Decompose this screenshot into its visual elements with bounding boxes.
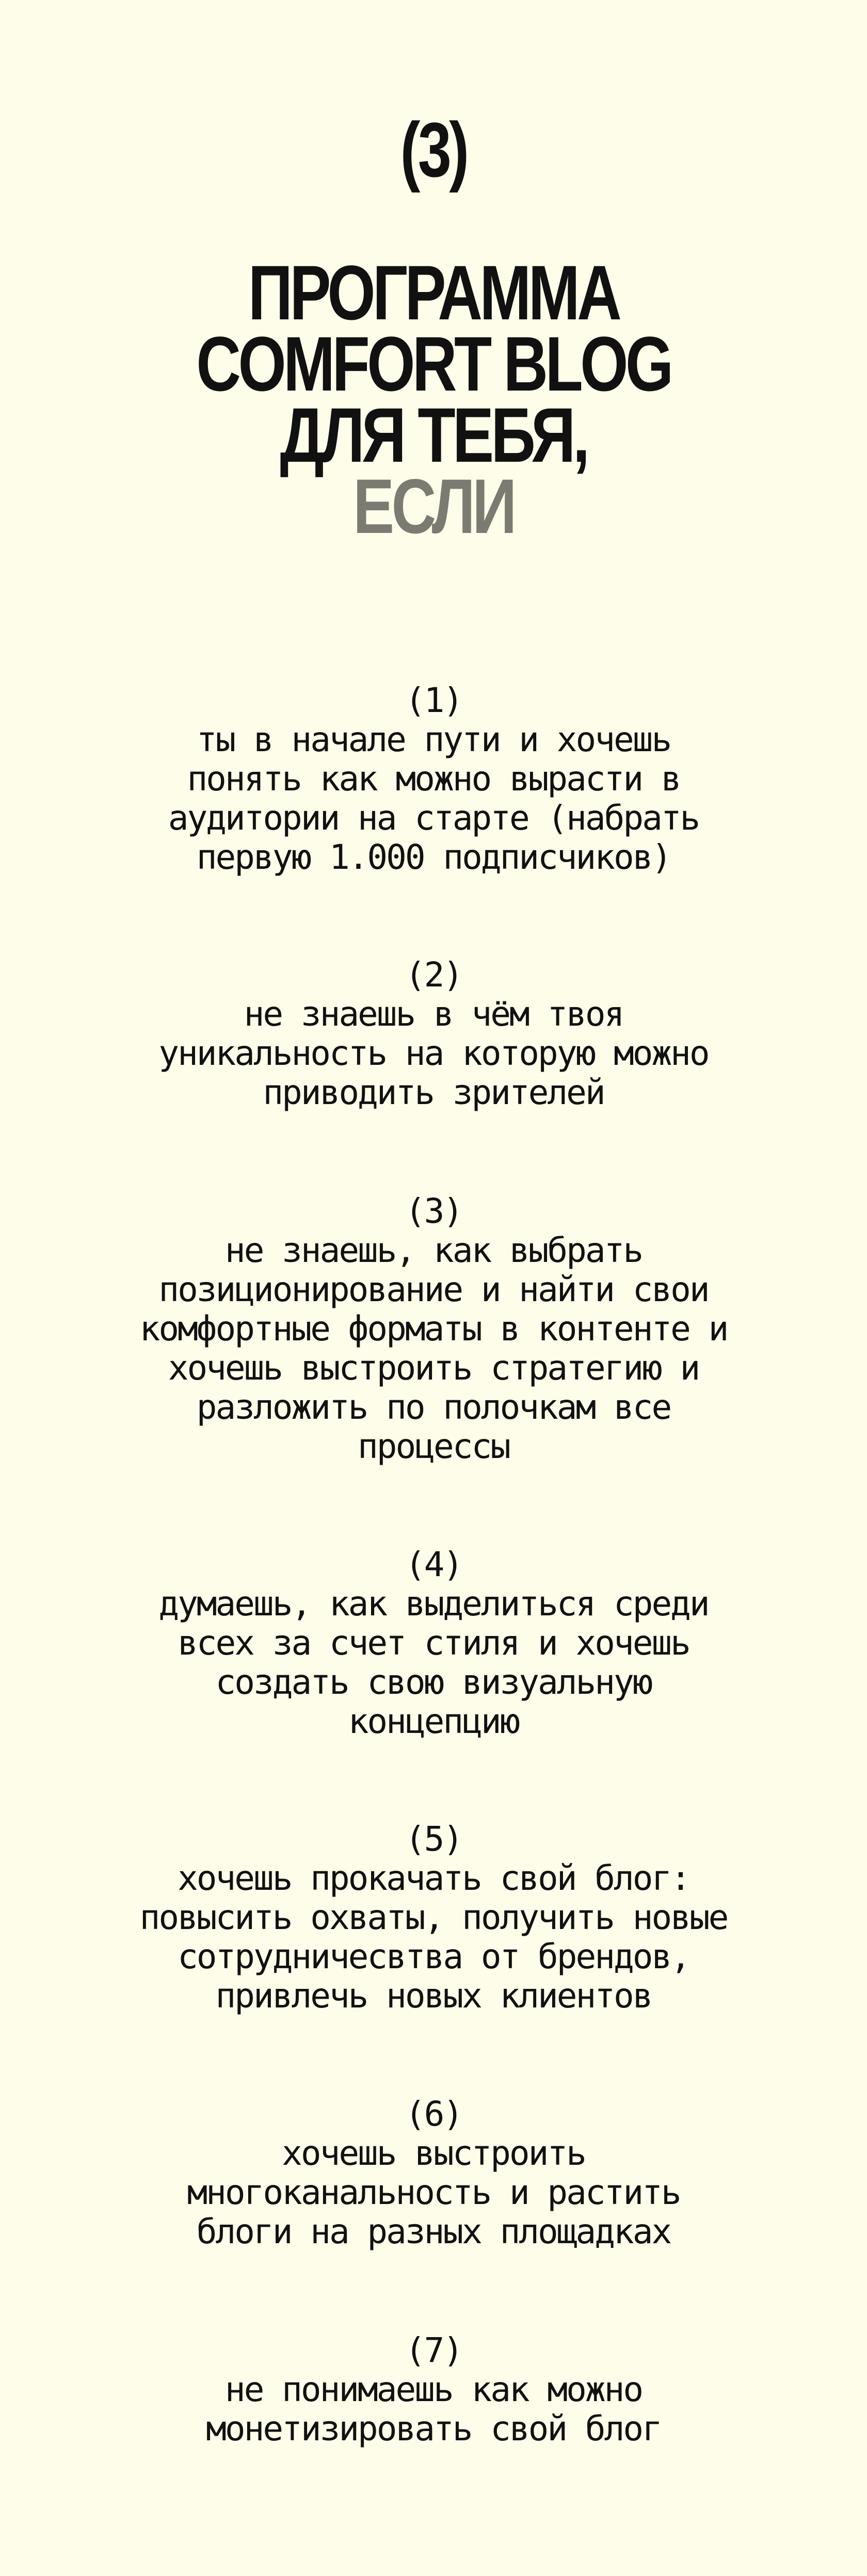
item-number: (3)	[405, 1191, 462, 1231]
item-text: ты в начале пути и хочешь понять как можно вырасти в аудитории на старте (набрать первую 1.000 подписчиков)	[168, 720, 699, 877]
headline-line-4-accent: ЕСЛИ	[353, 463, 514, 549]
list-item	[83, 1820, 784, 2016]
list-item	[83, 1545, 784, 1741]
list-item	[83, 2331, 784, 2449]
list-item	[83, 2095, 784, 2251]
list-item	[83, 681, 784, 877]
item-text: не знаешь, как выбрать позиционирование и найти свои комфортные форматы в контенте и хочешь выстроить стратегию и разложить по полочкам все процессы	[139, 1230, 728, 1466]
item-text: не знаешь в чём твоя уникальность на которую можно приводить зрителей	[158, 994, 709, 1112]
headline-line-2: COMFORT BLOG	[196, 320, 671, 407]
item-number: (5)	[405, 1819, 462, 1859]
item-text: хочешь выстроить многоканальность и растить блоги на разных площадках	[187, 2133, 680, 2251]
item-number: (6)	[405, 2094, 462, 2134]
section-number: (3)	[400, 106, 467, 193]
item-number: (7)	[405, 2330, 462, 2370]
item-text: думаешь, как выделиться среди всех за счет стиля и хочешь создать свою визуальную концепцию	[158, 1584, 709, 1741]
list-item	[83, 1192, 784, 1466]
item-number: (4)	[405, 1545, 462, 1584]
item-text: не понимаешь как можно монетизировать свой блог	[206, 2370, 661, 2449]
headline	[87, 249, 780, 549]
item-number: (1)	[405, 681, 462, 720]
headline-line-1: ПРОГРАММА	[248, 249, 619, 336]
item-number: (2)	[405, 955, 462, 995]
item-text: хочешь прокачать свой блог: повысить охваты, получить новые сотрудничесвтва от брендов, привлечь новых клиентов	[139, 1858, 728, 2016]
headline-line-3: ДЛЯ ТЕБЯ,	[280, 392, 587, 478]
list-item	[83, 955, 784, 1112]
